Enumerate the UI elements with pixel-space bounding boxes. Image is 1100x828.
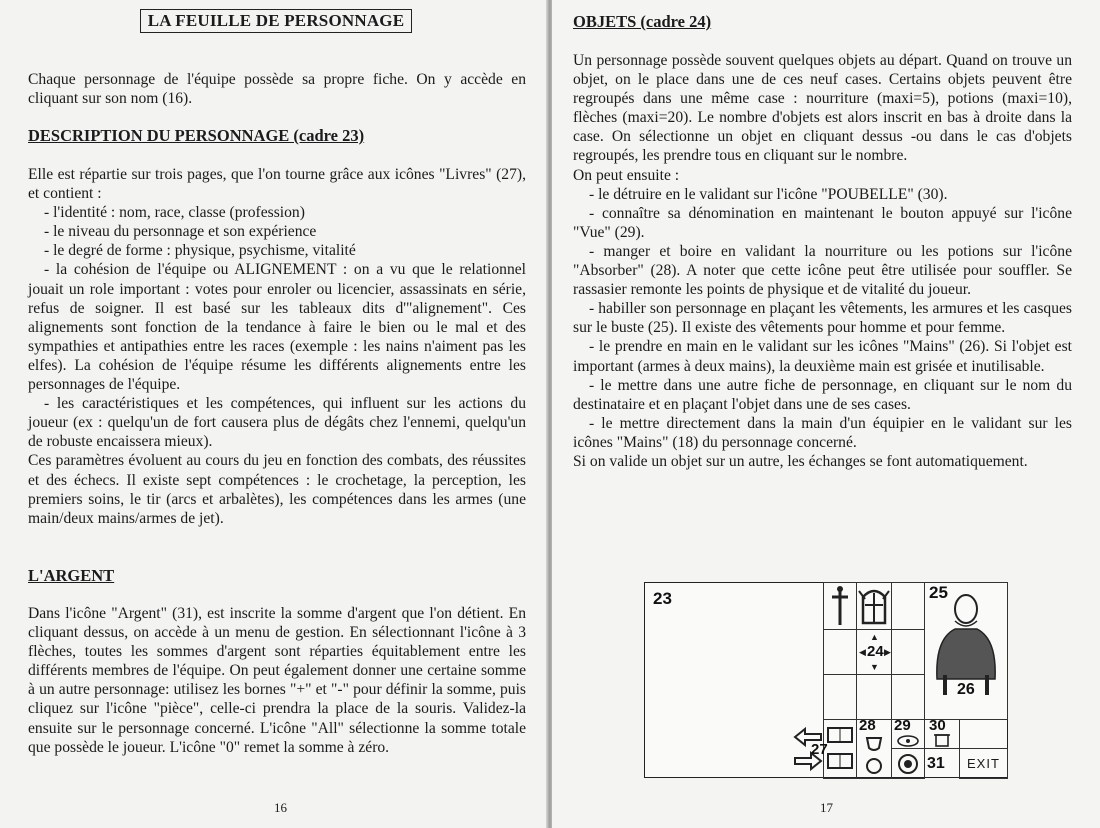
object-slot[interactable] [891,629,925,675]
helmet-icon [857,583,891,629]
list-item: - le niveau du personnage et son expérience [44,223,317,241]
label-23: 23 [653,589,672,608]
arrow-right-icon: ▶ [884,647,891,657]
object-slot[interactable] [856,674,892,720]
list-item: - l'identité : nom, race, classe (profession) [44,204,305,222]
label-30: 30 [929,717,946,734]
character-sheet-figure [644,582,1008,778]
arrow-down-icon: ▼ [870,662,879,672]
list-item: - le mettre dans une autre fiche de personnage, en cliquant sur le nom du destinataire et en plaçant l'objet dans une de ses cases. [573,376,1072,413]
object-slot[interactable] [891,582,925,630]
money-icon-cell[interactable] [891,748,925,779]
exit-button[interactable] [959,748,1008,779]
arrow-up-icon: ▲ [870,632,879,642]
params-paragraph: Ces paramètres évoluent au cours du jeu en fonction des combats, des réussites et des échecs. Il existe sept compétences : le crochetage, la perception, les premiers soins, le tir (arcs et arbalètes), les compétences dans les armes (une main/deux mains/armes de jet). [28,452,526,527]
list-item: - le mettre directement dans la main d'un équipier en le validant sur les icônes "Mains" (18) du personnage concerné. [573,414,1072,451]
description-intro: Elle est répartie sur trois pages, que l'on tourne grâce aux icônes "Livres" (27), et contient : [28,166,526,203]
label-29: 29 [894,717,911,734]
character-bust[interactable] [924,582,1008,720]
books-icons[interactable] [823,719,857,779]
description-section [28,165,526,528]
trash-icon-cell[interactable] [924,719,960,749]
object-slot[interactable] [823,629,857,675]
label-24: 24 [867,643,884,660]
object-slot[interactable] [891,674,925,720]
list-item: - connaître sa dénomination en maintenant le bouton appuyé sur l'icône "Vue" (29). [573,204,1072,241]
sword-icon [824,583,856,629]
list-item: - le degré de forme : physique, psychisme, vitalité [44,242,356,260]
objets-intro: Un personnage possède souvent quelques objets au départ. Quand on trouve un objet, on le place dans une de ces neuf cases. Certains objets peuvent être regroupés dans une même case : nourriture (maxi=5), potions (maxi=10), flèches (maxi=20). Le nombre d'objets est alors inscrit en bas à droite dans la case. On sélectionne un objet en cliquant dessus -ou dans le cas d'objets regroupés, les prendre tous en cliquant sur le nombre. [573,52,1072,165]
argent-paragraph: Dans l'icône "Argent" (31), est inscrite la somme d'argent que l'on détient. En cliquant dessus, on accède à un menu de gestion. En sélectionnant l'icône à 3 flèches, toutes les sommes d'argent sont réparties équitablement entre les différents membres de l'équipe. On peut également donner une certaine somme à un autre personnage: utilisez les bornes "+" et "-" pour définir la somme, puis cliquez sur l'icône "pièce", celle-ci prendra la place de la souris. Validez-la ensuite sur le personnage concerné. L'icône "All" sélectionne la somme totale que possède le joueur. L'icône "0" remet la somme à zéro. [28,605,526,756]
object-slot[interactable] [823,582,857,630]
skills-paragraph: - les caractéristiques et les compétences, qui influent sur les actions du joueur (ex : quelqu'un de fort causera plus de dégâts chez l'ennemi, quelqu'un de robuste encaissera mieux). [28,395,526,451]
page-number: 16 [274,800,287,815]
section-heading-description: DESCRIPTION DU PERSONNAGE (cadre 23) [28,126,365,145]
coin-icon [892,749,924,778]
page-number: 17 [820,800,833,815]
left-page [0,0,548,828]
intro-paragraph: Chaque personnage de l'équipe possède sa propre fiche. On y accède en cliquant sur son nom (16). [28,71,526,108]
label-31: 31 [927,755,945,772]
section-heading-objets: OBJETS (cadre 24) [573,12,712,31]
label-26: 26 [957,681,975,698]
label-27: 27 [811,741,828,758]
page-title: LA FEUILLE DE PERSONNAGE [140,9,412,33]
list-item: - habiller son personnage en plaçant les vêtements, les armures et les casques sur le buste (25). Il existe des vêtements pour homme et pour femme. [573,300,1072,337]
section-heading-argent: L'ARGENT [28,566,115,585]
label-28: 28 [859,717,876,734]
list-item: - manger et boire en validant la nourriture ou les potions sur l'icône "Absorber" (28). A noter que cette icône peut être utilisée pour souffler. Se rassasier remonte les points de physique et de vitalité du joueur. [573,242,1072,299]
list-item: - le détruire en le validant sur l'icône "POUBELLE" (30). [589,185,948,203]
arrow-left-icon: ◀ [859,647,866,657]
exchange-paragraph: Si on valide un objet sur un autre, les échanges se font automatiquement. [573,452,1028,470]
object-slot[interactable] [856,629,892,675]
label-25: 25 [929,583,948,602]
objets-section [573,51,1072,471]
book-icon [824,720,856,778]
absorb-icon-cell[interactable] [856,719,892,779]
objets-then: On peut ensuite : [573,166,680,184]
object-slot[interactable] [856,582,892,630]
exit-label: EXIT [967,756,1000,771]
alignment-paragraph: - la cohésion de l'équipe ou ALIGNEMENT : on a vu que le relationnel jouait un role important : votes pour enroler ou licencier, assassinats en série, refus de soigner. Il est basé sur les tableaux dits d'"alignement". Ces alignements sont fonction de la tendance à faire le bien ou le mal et des sympathies et antipathies entre les races (exemple : les nains n'aiment pas les elfes). La cohésion de l'équipe résume les différents alignements entre les personnages de l'équipe. [28,261,526,394]
view-icon-cell[interactable] [891,719,925,749]
object-slot[interactable] [823,674,857,720]
list-item: - le prendre en main en le validant sur les icônes "Mains" (26). Si l'objet est important (armes à deux mains), la deuxième main est grisée et inutilisable. [573,338,1072,375]
